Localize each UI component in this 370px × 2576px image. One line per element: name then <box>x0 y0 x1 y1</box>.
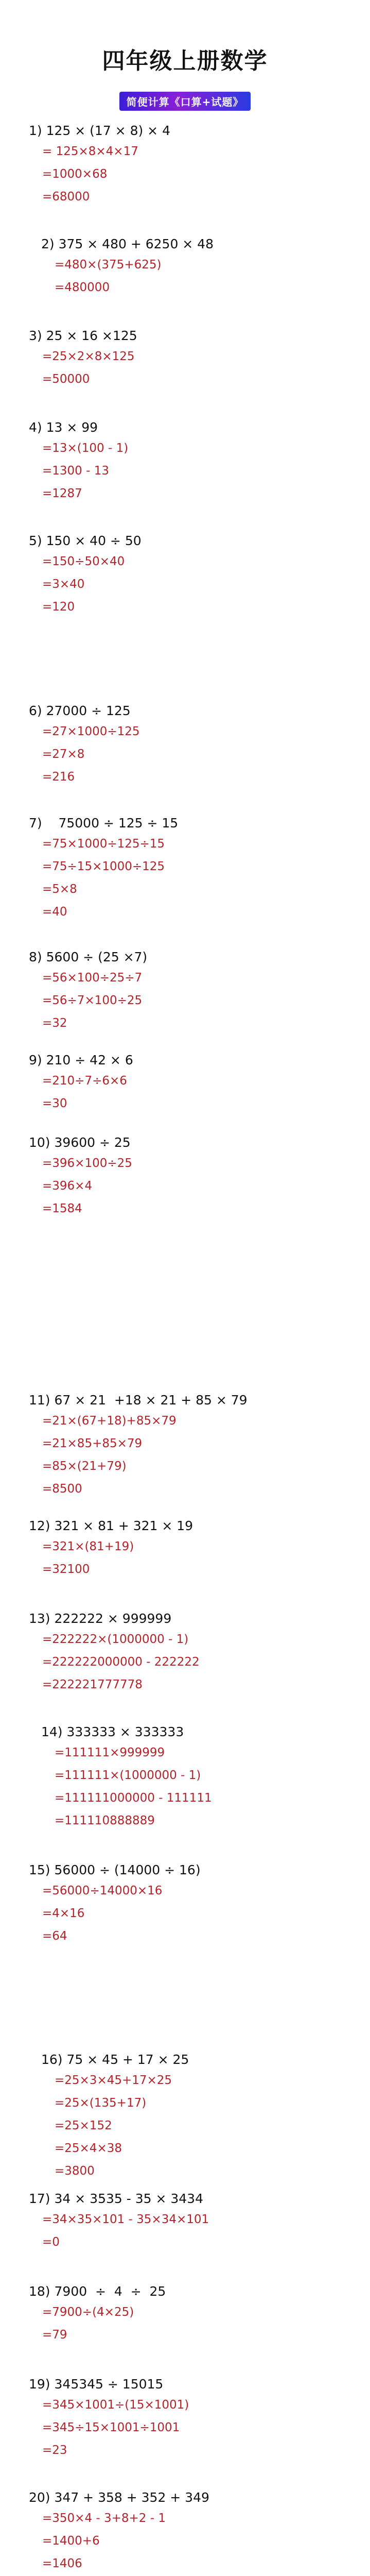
problem-question: 2) 375 × 480 + 6250 × 48 <box>41 236 214 251</box>
problem-18 <box>29 2282 166 2346</box>
solution-step: =34×35×101 - 35×34×101 <box>42 2213 209 2226</box>
solution-step: =222222000000 - 222222 <box>42 1655 200 1669</box>
problem-question: 17) 34 × 3535 - 35 × 3434 <box>29 2191 203 2206</box>
subtitle-banner <box>0 92 370 111</box>
solution-step: =64 <box>42 1929 67 1943</box>
problem-9 <box>29 1051 133 1115</box>
solution-step: =75×1000÷125÷15 <box>42 837 165 851</box>
page-title: 四年级上册数学 <box>102 48 268 74</box>
solution-step: =210÷7÷6×6 <box>42 1074 127 1088</box>
solution-step: =1287 <box>42 487 82 500</box>
problem-12 <box>29 1517 193 1581</box>
solution-step: =3800 <box>55 2164 95 2178</box>
problem-question: 8) 5600 ÷ (25 ×7) <box>29 950 148 964</box>
solution-step: =32 <box>42 1016 67 1030</box>
solution-step: =111111000000 - 111111 <box>55 1791 212 1805</box>
solution-step: =25×3×45+17×25 <box>55 2074 172 2087</box>
solution-step: =216 <box>42 770 75 784</box>
problem-question: 9) 210 ÷ 42 × 6 <box>29 1053 133 1067</box>
problem-question: 10) 39600 ÷ 25 <box>29 1135 131 1150</box>
problem-question: 19) 345345 ÷ 15015 <box>29 2377 164 2392</box>
solution-step: =30 <box>42 1097 67 1110</box>
solution-step: =111110888889 <box>55 1814 155 1827</box>
solution-step: =1000×68 <box>42 167 108 181</box>
problem-question: 18) 7900 ÷ 4 ÷ 25 <box>29 2284 166 2299</box>
problem-question: 20) 347 + 358 + 352 + 349 <box>29 2490 209 2505</box>
solution-step: =79 <box>42 2328 67 2342</box>
solution-step: =222221777778 <box>42 1678 143 1691</box>
solution-step: =21×(67+18)+85×79 <box>42 1414 177 1428</box>
solution-step: =85×(21+79) <box>42 1460 127 1473</box>
solution-step: =68000 <box>42 190 90 204</box>
problem-13 <box>29 1609 200 1696</box>
solution-step: =75÷15×1000÷125 <box>42 860 165 873</box>
solution-step: =0 <box>42 2235 60 2249</box>
solution-step: =27×8 <box>42 748 85 761</box>
problem-question: 15) 56000 ÷ (14000 ÷ 16) <box>29 1862 201 1877</box>
subtitle: 简便计算《口算+试题》 <box>119 92 251 111</box>
problem-20 <box>29 2488 209 2575</box>
solution-step: =25×2×8×125 <box>42 350 135 363</box>
problem-7 <box>29 814 178 923</box>
solution-step: =27×1000÷125 <box>42 725 140 738</box>
solution-step: =56×100÷25÷7 <box>42 971 143 985</box>
solution-step: =3×40 <box>42 578 85 591</box>
problem-3 <box>29 327 137 391</box>
solution-step: =1300 - 13 <box>42 464 109 478</box>
solution-step: =150÷50×40 <box>42 555 125 568</box>
solution-step: =345×1001÷(15×1001) <box>42 2398 189 2412</box>
solution-step: =50000 <box>42 372 90 386</box>
solution-step: =1584 <box>42 1202 82 1215</box>
problem-4 <box>29 418 128 505</box>
solution-step: =1406 <box>42 2557 82 2570</box>
solution-step: =396×4 <box>42 1179 93 1193</box>
solution-step: =25×4×38 <box>55 2142 122 2155</box>
solution-step: =480×(375+625) <box>55 258 162 272</box>
solution-step: =222222×(1000000 - 1) <box>42 1633 189 1646</box>
solution-step: =321×(81+19) <box>42 1540 134 1553</box>
problem-14 <box>41 1723 212 1832</box>
problem-question: 5) 150 × 40 ÷ 50 <box>29 533 142 548</box>
problem-2 <box>41 235 214 299</box>
solution-step: = 125×8×4×17 <box>42 145 138 158</box>
solution-step: =21×85+85×79 <box>42 1437 143 1450</box>
solution-step: =8500 <box>42 1482 82 1496</box>
problem-16 <box>41 2050 189 2182</box>
problem-question: 13) 222222 × 999999 <box>29 1611 172 1626</box>
solution-step: =5×8 <box>42 883 77 896</box>
solution-step: =480000 <box>55 281 110 294</box>
solution-step: =1400+6 <box>42 2534 100 2548</box>
solution-step: =111111×999999 <box>55 1746 165 1759</box>
solution-step: =13×(100 - 1) <box>42 442 129 455</box>
problem-6 <box>29 702 140 788</box>
problem-question: 14) 333333 × 333333 <box>41 1724 184 1739</box>
solution-step: =7900÷(4×25) <box>42 2306 134 2319</box>
problem-10 <box>29 1133 132 1220</box>
problem-question: 6) 27000 ÷ 125 <box>29 703 131 718</box>
solution-step: =396×100÷25 <box>42 1157 132 1170</box>
solution-step: =25×152 <box>55 2119 112 2132</box>
solution-step: =40 <box>42 905 67 919</box>
problem-8 <box>29 948 147 1035</box>
problem-5 <box>29 532 142 618</box>
solution-step: =111111×(1000000 - 1) <box>55 1769 201 1782</box>
solution-step: =120 <box>42 600 75 614</box>
problem-17 <box>29 2190 209 2253</box>
problem-question: 1) 125 × (17 × 8) × 4 <box>29 123 170 138</box>
solution-step: =4×16 <box>42 1907 85 1920</box>
problem-question: 12) 321 × 81 + 321 × 19 <box>29 1518 193 1533</box>
problem-question: 7) 75000 ÷ 125 ÷ 15 <box>29 816 179 831</box>
problem-question: 4) 13 × 99 <box>29 420 98 435</box>
solution-step: =350×4 - 3+8+2 - 1 <box>42 2512 166 2525</box>
solution-step: =32100 <box>42 1563 90 1576</box>
solution-step: =345÷15×1001÷1001 <box>42 2421 180 2434</box>
solution-step: =56000÷14000×16 <box>42 1884 163 1897</box>
solution-step: =56÷7×100÷25 <box>42 994 143 1007</box>
solution-step: =25×(135+17) <box>55 2096 147 2110</box>
problem-question: 3) 25 × 16 ×125 <box>29 328 137 343</box>
problem-question: 16) 75 × 45 + 17 × 25 <box>41 2052 189 2067</box>
problem-19 <box>29 2375 189 2462</box>
problem-11 <box>29 1391 248 1500</box>
problem-15 <box>29 1861 201 1947</box>
problem-question: 11) 67 × 21 +18 × 21 + 85 × 79 <box>29 1393 248 1408</box>
problem-1 <box>29 122 170 208</box>
solution-step: =23 <box>42 2444 67 2457</box>
